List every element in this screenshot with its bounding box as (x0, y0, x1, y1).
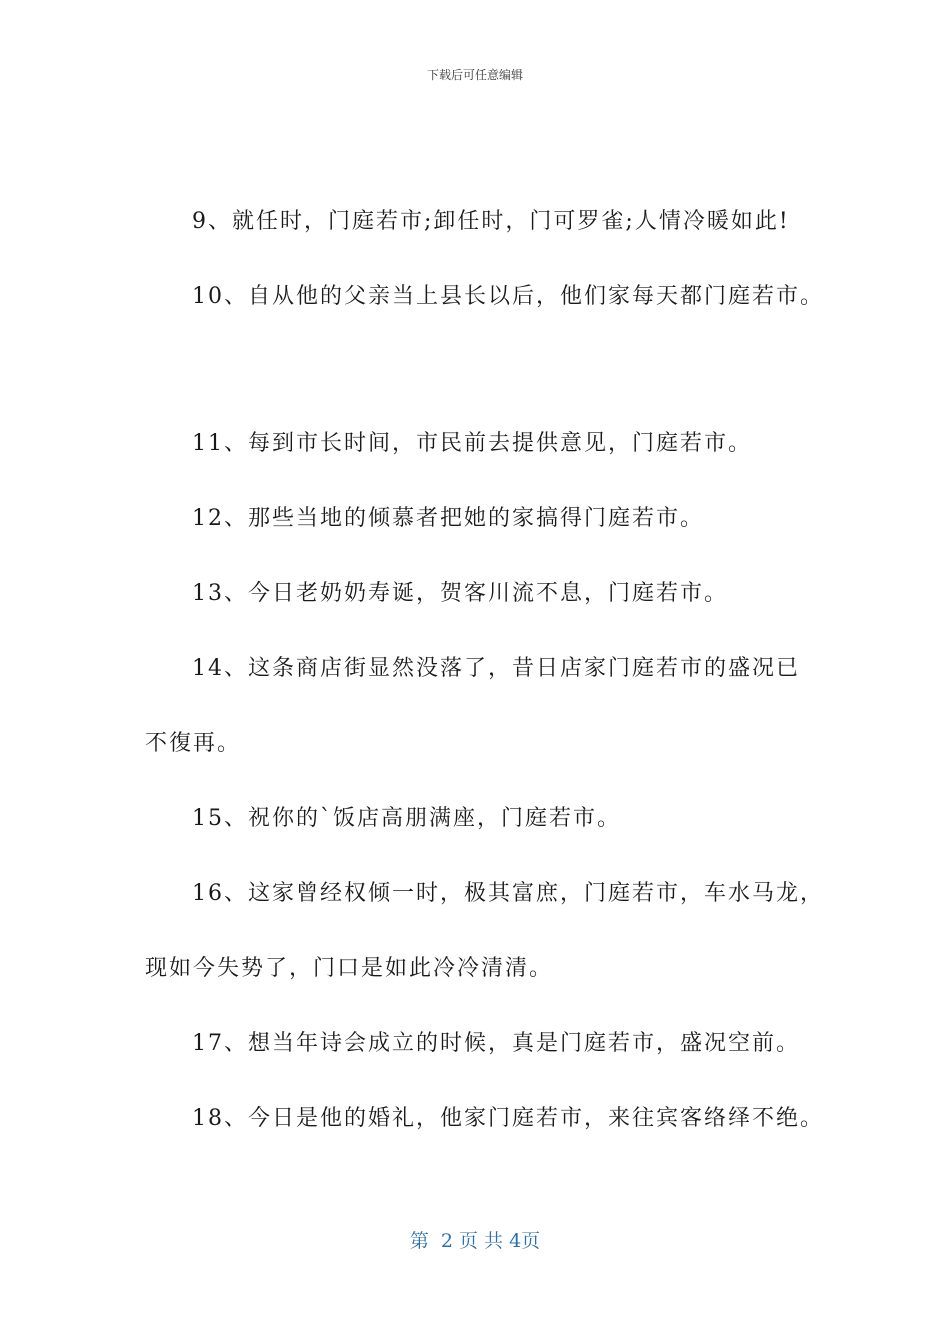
sentence-16: 16、这家曾经权倾一时，极其富庶，门庭若市，车水马龙， (192, 881, 824, 906)
sentence-14-continued: 不復再。 (145, 731, 242, 756)
page-number-footer: 第 2 页 共 4页 (409, 1230, 541, 1252)
sentence-10: 10、自从他的父亲当上县长以后，他们家每天都门庭若市。 (192, 284, 824, 309)
sentence-16-continued: 现如今失势了，门口是如此冷冷清清。 (145, 956, 554, 981)
sentence-11: 11、每到市长时间，市民前去提供意见，门庭若市。 (192, 431, 752, 456)
sentence-14: 14、这条商店街显然没落了，昔日店家门庭若市的盛况已 (192, 656, 800, 681)
sentence-15: 15、祝你的`饭店高朋满座，门庭若市。 (192, 806, 621, 831)
sentence-18: 18、今日是他的婚礼，他家门庭若市，来往宾客络绎不绝。 (192, 1106, 824, 1131)
sentence-9: 9、就任时，门庭若市;卸任时，门可罗雀;人情冷暖如此! (192, 209, 790, 234)
header-note: 下载后可任意编辑 (426, 68, 523, 82)
sentence-13: 13、今日老奶奶寿诞，贺客川流不息，门庭若市。 (192, 581, 728, 606)
sentence-12: 12、那些当地的倾慕者把她的家搞得门庭若市。 (192, 506, 704, 531)
sentence-17: 17、想当年诗会成立的时候，真是门庭若市，盛况空前。 (192, 1031, 800, 1056)
